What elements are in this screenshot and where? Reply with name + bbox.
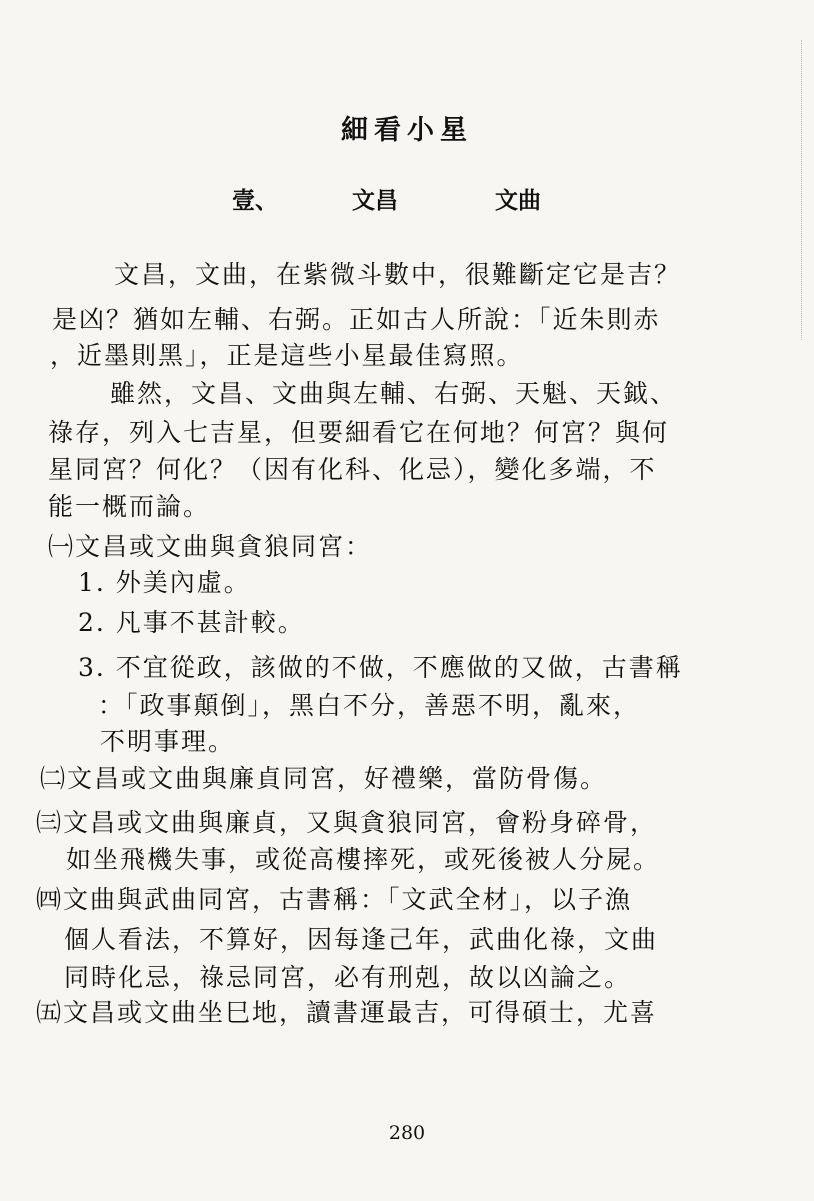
text-line: 個人看法，不算好，因每逢己年，武曲化祿，文曲 <box>64 925 659 954</box>
list-heading: ㈢文昌或文曲與廉貞，又與貪狼同宮，會粉身碎骨， <box>36 808 658 837</box>
text-line: 如坐飛機失事，或從高樓摔死，或死後被人分屍。 <box>66 845 661 874</box>
text-line: 同時化忌，祿忌同宮，必有刑剋，故以凶論之。 <box>64 963 632 992</box>
chapter-title: 細看小星 <box>341 115 473 146</box>
text-line: 星同宮？何化？（因有化科、化忌），變化多端，不 <box>48 455 657 484</box>
list-item: 3. 不宜從政，該做的不做，不應做的又做，古書稱 <box>78 653 683 682</box>
section-star-2: 文曲 <box>495 187 541 214</box>
text-line: ：「政事顛倒」，黑白不分，善惡不明，亂來， <box>98 691 641 720</box>
section-number: 壹、 <box>232 187 278 214</box>
text-line: 不明事理。 <box>100 727 236 756</box>
list-heading: ㈤文昌或文曲坐巳地，讀書運最吉，可得碩士，尤喜 <box>36 998 658 1027</box>
list-item: 2. 凡事不甚計較。 <box>78 608 305 637</box>
text-line: 文昌，文曲，在紫微斗數中，很難斷定它是吉？ <box>114 260 682 289</box>
list-heading: ㈠文昌或文曲與貪狼同宮： <box>48 532 373 561</box>
page-edge-dots <box>771 40 802 340</box>
text-line: 祿存，列入七吉星，但要細看它在何地？何宮？與何 <box>48 418 670 447</box>
text-line: 能一概而論。 <box>48 492 211 521</box>
section-star-1: 文昌 <box>352 187 398 214</box>
list-heading: ㈣文曲與武曲同宮，古書稱：「文武全材」，以子漁 <box>36 885 633 914</box>
list-item: 1. 外美內虛。 <box>78 568 251 597</box>
list-heading: ㈡文昌或文曲與廉貞同宮，好禮樂，當防骨傷。 <box>40 764 608 793</box>
text-line: ，近墨則黑」，正是這些小星最佳寫照。 <box>50 341 524 370</box>
text-line: 雖然，文昌、文曲與左輔、右弼、天魁、天鉞、 <box>110 379 678 408</box>
text-line: 是凶？猶如左輔、右弼。正如古人所說：「近朱則赤 <box>52 305 661 334</box>
page-number: 280 <box>388 1122 426 1144</box>
